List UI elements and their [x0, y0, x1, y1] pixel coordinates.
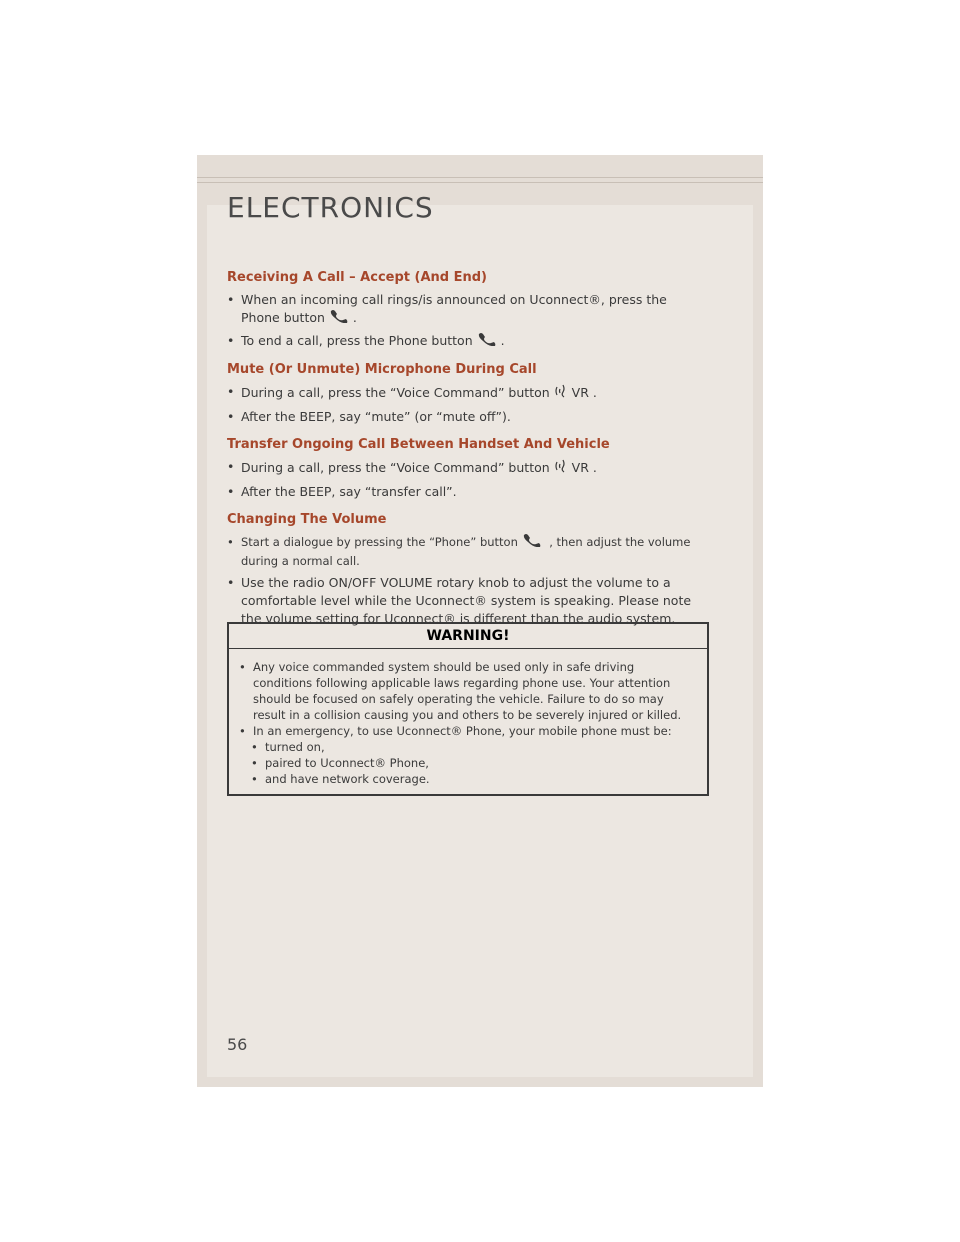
section-title: ELECTRONICS: [227, 191, 434, 224]
voice-command-icon: [554, 383, 568, 404]
warning-sub-item: • paired to Uconnect® Phone,: [239, 755, 697, 771]
phone-icon: [329, 309, 353, 328]
voice-command-icon: [554, 458, 568, 479]
warning-item: • In an emergency, to use Uconnect® Phone, your mobile phone must be:: [239, 723, 697, 739]
heading-receiving-call: Receiving A Call – Accept (And End): [227, 270, 487, 285]
warning-item: • Any voice commanded system should be used only in safe driving conditions following applicable laws regarding phone use. Your attention should be focused on safely operating the vehicle. Failure to do so may result in a collision causing you and others to be severely injured or killed.: [239, 659, 697, 723]
list-item: • After the BEEP, say “transfer call”.: [227, 483, 707, 501]
page-number: 56: [227, 1035, 248, 1054]
vr-label: VR: [571, 460, 589, 475]
warning-sub-item: • and have network coverage.: [239, 771, 697, 787]
vr-label: VR: [571, 385, 589, 400]
warning-title: WARNING!: [229, 624, 707, 649]
heading-changing-volume: Changing The Volume: [227, 512, 387, 527]
list-item: • Start a dialogue by pressing the “Phone” button , then adjust the volume during a normal call.: [227, 533, 707, 570]
warning-sub-item: • turned on,: [239, 739, 697, 755]
header-rule: [197, 177, 763, 178]
warning-body: [229, 649, 707, 787]
content: [227, 269, 707, 628]
list-item: • During a call, press the “Voice Command” button VR .: [227, 458, 707, 479]
warning-box: [227, 622, 709, 796]
list-item: • During a call, press the “Voice Command” button VR .: [227, 383, 707, 404]
manual-page: [197, 155, 763, 1087]
list-item: • After the BEEP, say “mute” (or “mute off”).: [227, 408, 707, 426]
heading-mute-microphone: Mute (Or Unmute) Microphone During Call: [227, 362, 537, 377]
header-rule: [197, 182, 763, 183]
phone-icon: [522, 533, 546, 552]
list-item: • To end a call, press the Phone button .: [227, 332, 707, 351]
phone-icon: [477, 332, 501, 351]
list-item: • Use the radio ON/OFF VOLUME rotary knob to adjust the volume to a comfortable level while the Uconnect® system is speaking. Please note the volume setting for Uconnect® is different than the audio system.: [227, 574, 707, 628]
list-item: • When an incoming call rings/is announced on Uconnect®, press the Phone button .: [227, 291, 707, 328]
heading-transfer-call: Transfer Ongoing Call Between Handset And Vehicle: [227, 437, 610, 452]
